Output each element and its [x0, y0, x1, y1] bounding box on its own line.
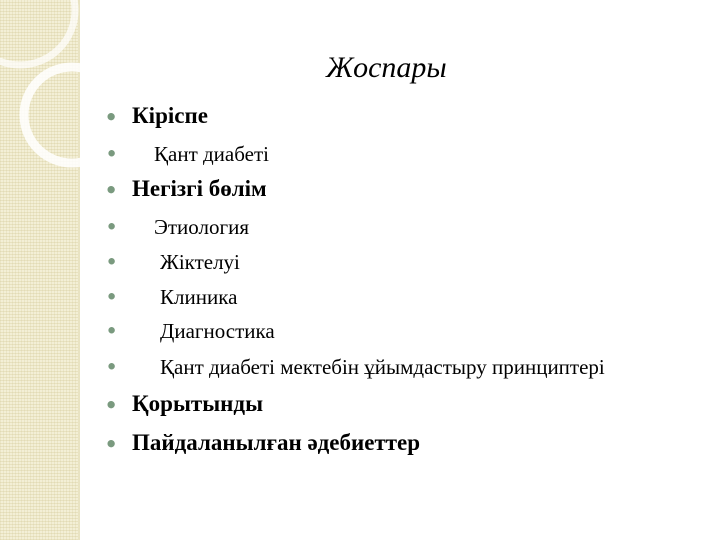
list-item-label: Қант диабеті мектебін ұйымдастыру принциптері — [160, 355, 605, 379]
list-item-label: Жіктелуі — [160, 250, 240, 274]
circle-bullet-icon: ● — [106, 394, 117, 414]
list-item-label: Негізгі бөлім — [132, 176, 267, 201]
circle-bullet-icon: ● — [106, 433, 117, 453]
list-item-label: Этиология — [154, 215, 249, 239]
list-item-label: Диагностика — [160, 319, 275, 343]
list-item-main-part — [106, 174, 267, 204]
list-item-label: Қант диабеті — [154, 142, 269, 166]
list-item-label: Қорытынды — [132, 391, 264, 416]
list-item-diagnostics — [107, 317, 275, 345]
circle-bullet-icon: ● — [106, 106, 117, 126]
list-item-school-principles — [107, 353, 605, 381]
list-item-introduction — [106, 101, 208, 131]
list-item-etiology — [107, 213, 249, 241]
circle-bullet-icon: ● — [107, 253, 117, 270]
circle-bullet-icon: ● — [107, 322, 117, 339]
circle-bullet-icon: ● — [106, 179, 117, 199]
circle-bullet-icon: ● — [107, 288, 117, 305]
circle-bullet-icon: ● — [107, 218, 117, 235]
list-item-references — [106, 428, 421, 458]
slide-title: Жоспары — [326, 51, 447, 84]
circle-bullet-icon: ● — [107, 358, 117, 375]
list-item-classification — [107, 248, 240, 276]
list-item-label: Пайдаланылған әдебиеттер — [132, 430, 421, 455]
list-item-clinic — [107, 283, 238, 311]
list-item-diabetes — [107, 140, 269, 168]
list-item-conclusion — [106, 389, 264, 419]
list-item-label: Клиника — [160, 285, 238, 309]
list-item-label: Кіріспе — [132, 103, 208, 128]
decorative-circles-icon — [0, 0, 120, 200]
circle-bullet-icon: ● — [107, 145, 117, 162]
